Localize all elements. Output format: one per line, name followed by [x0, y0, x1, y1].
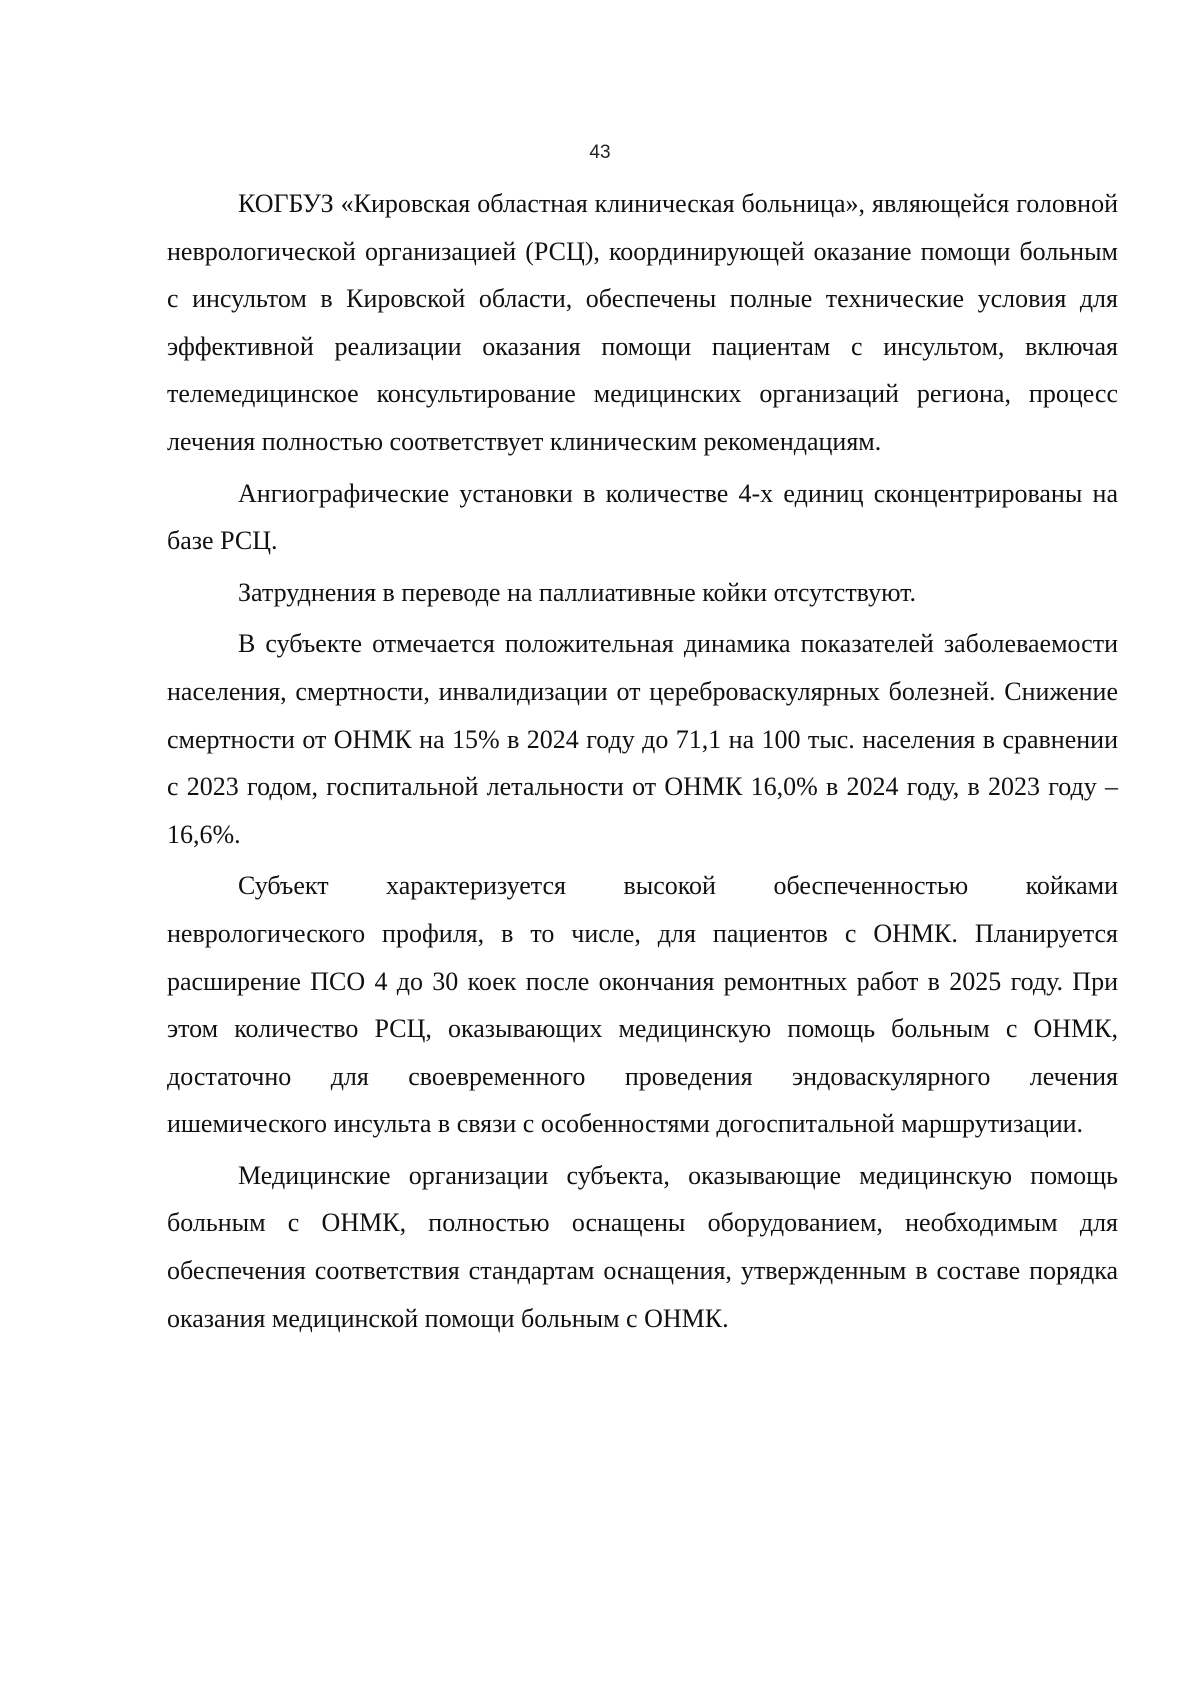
paragraph-bed-provision: Субъект характеризуется высокой обеспеченностью койками неврологического профиля, в то числе, для пациентов с ОНМК. Планируется расширение ПСО 4 до 30 коек после окончания ремонтных работ в 2025 году. При этом количество РСЦ, оказывающих медицинскую помощь больным с ОНМК, достаточно для своевременного проведения эндоваскулярного лечения ишемического инсульта в связи с особенностями догоспитальной маршрутизации.: [167, 871, 1118, 1139]
paragraph-positive-dynamics: В субъекте отмечается положительная динамика показателей заболеваемости населения, смертности, инвалидизации от цереброваскулярных болезней. Снижение смертности от ОНМК на 15% в 2024 году до 71,1 на 100 тыс. населения в сравнении с 2023 годом, госпитальной летальности от ОНМК 16,0% в 2024 году, в 2023 году – 16,6%.: [167, 629, 1118, 849]
paragraph-equipment: Медицинские организации субъекта, оказывающие медицинскую помощь больным с ОНМК, полностью оснащены оборудованием, необходимым для обеспечения соответствия стандартам оснащения, утвержденным в составе порядка оказания медицинской помощи больным с ОНМК.: [167, 1160, 1118, 1333]
page-number: 43: [589, 142, 611, 163]
document-body: [167, 180, 1118, 1342]
paragraph-rsc-technical-conditions: КОГБУЗ «Кировская областная клиническая больница», являющейся головной неврологической организацией (РСЦ), координирующей оказание помощи больным с инсультом в Кировской области, обеспечены полные технические условия для эффективной реализации оказания помощи пациентам с инсультом, включая телемедицинское консультирование медицинских организаций региона, процесс лечения полностью соответствует клиническим рекомендациям.: [167, 189, 1118, 456]
paragraph-palliative-beds: Затруднения в переводе на паллиативные койки отсутствуют.: [238, 577, 917, 607]
paragraph-angiography-units: Ангиографические установки в количестве 4-х единиц сконцентрированы на базе РСЦ.: [167, 478, 1118, 556]
